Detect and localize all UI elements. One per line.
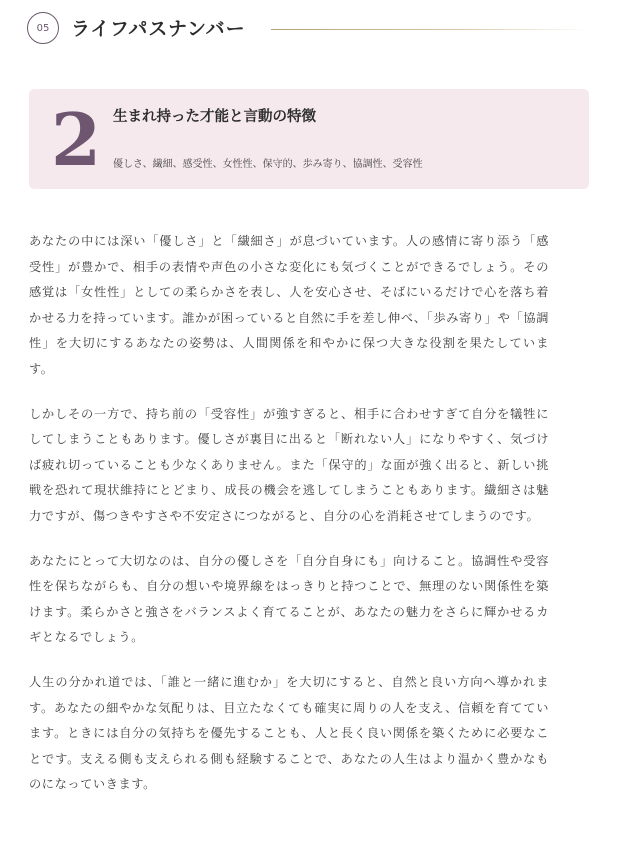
trait-heading: 生まれ持った才能と言動の特徴 <box>113 108 316 125</box>
section-title: ライフパスナンバー <box>71 18 246 40</box>
life-path-number: 2 <box>51 97 102 182</box>
description-paragraph: あなたにとって大切なのは、自分の優しさを「自分自身にも」向けること。協調性や受容性を保ちながらも、自分の想いや境界線をはっきりと持つことで、無理のない関係性を築けます。柔らかさと強さをバランスよく育てることが、あなたの魅力をさらに輝かせるカギとなるでしょう。 <box>29 553 549 645</box>
description-paragraph: 人生の分かれ道では、「誰と一緒に進むか」を大切にすると、自然と良い方向へ導かれます。あなたの細やかな気配りは、目立たなくても確実に周りの人を支え、信頼を育てています。ときには自分の気持ちを優先することも、人と長く良い関係を築くために必要なことです。支える側も支えられる側も経験することで、あなたの人生はより温かく豊かなものになっていきます。 <box>29 674 549 792</box>
life-path-trait-card <box>29 89 589 189</box>
section-divider-line <box>271 29 589 30</box>
description-paragraph: あなたの中には深い「優しさ」と「繊細さ」が息づいています。人の感情に寄り添う「感受性」が豊かで、相手の表情や声色の小さな変化にも気づくことができるでしょう。その感覚は「女性性」としての柔らかさを表し、人を安心させ、そばにいるだけで心を落ち着かせる力を持っています。誰かが困っていると自然に手を差し伸べ、「歩み寄り」や「協調性」を大切にするあなたの姿勢は、人間関係を和やかに保つ大きな役割を果たしています。 <box>29 234 549 376</box>
description-body <box>29 229 549 817</box>
section-header <box>27 12 589 48</box>
description-paragraph: しかしその一方で、持ち前の「受容性」が強すぎると、相手に合わせすぎて自分を犠牲にしてしまうこともあります。優しさが裏目に出ると「断れない人」になりやすく、気づけば疲れ切っていることも少なくありません。また「保守的」な面が強く出ると、新しい挑戦を恐れて現状維持にとどまり、成長の機会を逃してしまうこともあります。繊細さは魅力ですが、傷つきやすさや不安定さにつながると、自分の心を消耗させてしまうのです。 <box>29 406 549 523</box>
section-number-badge: 05 <box>27 12 59 44</box>
trait-keywords: 優しさ、繊細、感受性、女性性、保守的、歩み寄り、協調性、受容性 <box>113 159 423 170</box>
